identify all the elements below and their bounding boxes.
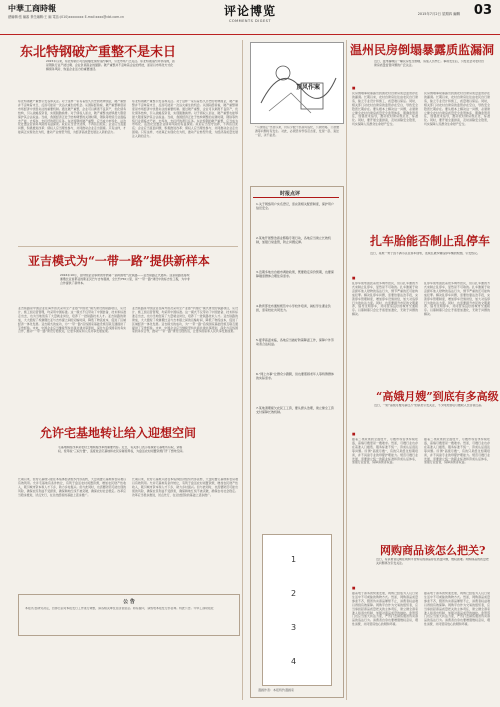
section-title: 评论博览 (223, 4, 276, 18)
body-4b: 民房倒塌事故暴露出我国农村自建房质量监管存在的漏洞。长期以来，农村自建房往往由农民自行建造，缺乏专业设计和施工，质量难以保证。同时，相关部门对农村自建房的监管存在空白，导致安全隐患长期存在。要从根本上解决这一问题，必须建立健全农村自建房质量安全监管体系，明确监管责任，加强技术指导，推动农村建房规范化、标准化。同时，要开展全面排查，及时消除安全隐患，切实保障人民群众生命财产安全。 (424, 92, 490, 127)
body-3b: 长期以来，农村宅基地只能在本集体经济组织内部流转，大量闲置宅基地和农房难以有效利用。允许宅基地有条件转让，有利于盘活农村闲置资源，增加农民财产性收入，吸引城市资本和人才下乡，助力乡村振兴。但与此同时，也需要防范可能出现的风险，确保农民利益不受损害，确保耕地红线不被突破，确保农村社会稳定。改革应当稳步推进，试点先行，在总结经验的基础上逐步推广。 (132, 478, 238, 497)
time-comment-title: 时报点评 (280, 191, 301, 197)
lede-7: 近日，有消费者反映在网购平台购买的商品存在质量问题，维权困难。网购商品的质量把关问题再次引发关注。 (376, 558, 489, 565)
time-item: 2.某地开展整治商业贿赂专项行动，各地应当建立长效机制，加强日常监管，防止问题反弹。 (256, 236, 331, 244)
section-marker (352, 432, 356, 436)
time-item: 7.某地清理拖欠农民工工资，要从源头治理，建立健全工资支付保障长效机制。 (256, 406, 334, 414)
divider (18, 246, 238, 247)
body-6b: 随着二孩政策的全面放开，月嫂市场需求持续旺盛，高端月嫂更是一嫂难求。然而，月嫂行业也存在着准入门槛低、服务标准不统一、资质认证混乱等问题。所谓“高级月嫂”，有的只是经过短期培训，并不具备专业的母婴护理能力。规范月嫂行业发展，需要建立统一的职业标准和资质认证体系，加强行业监管，保障消费者权益。 (424, 438, 490, 465)
lede-6: 近日，一则“高级月嫂月薪过万”的消息引发关注，不少网友感叹月嫂收入比白领还高。 (374, 404, 484, 407)
headline-4: 温州民房倒塌暴露质监漏洞 (350, 43, 495, 57)
time-item: 1.关于网络用户实名登记，需完善相关配套制度，保护用户信息安全。 (256, 202, 334, 210)
masthead (0, 0, 500, 35)
lede-3: 宅基地制度改革是农村土地制度改革的重要内容。近日，有关部门表示将探索宅基地所有权、资格权、使用权“三权分置”，适度放活宅基地和农民房屋使用权，为盘活农村闲置资源打开了想象空间。 (58, 446, 186, 453)
page-number: 03 (473, 3, 492, 18)
time-item: 4.教育部发布通知规范中小学校外培训，减轻学生课业负担，需家校社共同发力。 (256, 304, 331, 312)
bottom-caption: 漫画作者：本报特约漫画家 (258, 688, 295, 692)
section-header (200, 2, 300, 23)
notice-title: 公 告 (123, 599, 135, 605)
body-5a: 乱停车现象困扰着很多城市居民，但以扎车胎的方式来制止乱停车，显然是不可取的。扎车胎属于故意损坏他人财物的违法行为，情节严重的还可能构成犯罪。解决乱停车问题，需要依靠法治手段，完善停车管理制度，增加停车设施供给，加大对违停行为的执法力度。同时，也需要提升市民的文明素养，倡导文明停车，共同营造良好的城市交通秩序。以暴制暴只会让矛盾更加激化，无助于问题的解决。 (352, 282, 418, 317)
section-marker (352, 276, 356, 280)
body-2b: 亚吉铁路是中国企业在海外首次采用全产业链“中国化”模式建设的铁路项目，从设计、施工到运营管理，均采用中国标准。这一模式不仅带动了中国装备、技术和标准走出去，也为当地创造了大量就业岗位，培养了一批铁路技术人才。亚吉铁路的建成，大大缩短了埃塞俄比亚与吉布提之间的运输时间，降低了物流成本，促进了区域经济一体化发展。亚吉模式的成功，为“一带一路”沿线国家基础设施互联互通提供了宝贵经验。未来，中国企业应当继续坚持共商共建共享原则，深化与沿线国家的务实合作，推动“一带一路”建设行稳致远，让更多国家和人民共享发展成果。 (132, 307, 238, 334)
time-item: 6.“网上办事”让群众少跑腿，但也要照顾老年人等特殊群体的实际需求。 (256, 372, 334, 380)
cartoon-caption: “八项规定”出台以来，仍有少数干部顶风违纪，公款吃喝、公款旅游等问题时有发生。对此，必须坚持零容忍态度，发现一起、查处一起，决不姑息。 (255, 126, 339, 137)
notice-box (18, 594, 240, 636)
body-4a: 民房倒塌事故暴露出我国农村自建房质量监管存在的漏洞。长期以来，农村自建房往往由农民自行建造，缺乏专业设计和施工，质量难以保证。同时，相关部门对农村自建房的监管存在空白，导致安全隐患长期存在。要从根本上解决这一问题，必须建立健全农村自建房质量安全监管体系，明确监管责任，加强技术指导，推动农村建房规范化、标准化。同时，要开展全面排查，及时消除安全隐患，切实保障人民群众生命财产安全。 (352, 92, 418, 127)
body-2a: 亚吉铁路是中国企业在海外首次采用全产业链“中国化”模式建设的铁路项目，从设计、施工到运营管理，均采用中国标准。这一模式不仅带动了中国装备、技术和标准走出去，也为当地创造了大量就业岗位，培养了一批铁路技术人才。亚吉铁路的建成，大大缩短了埃塞俄比亚与吉布提之间的运输时间，降低了物流成本，促进了区域经济一体化发展。亚吉模式的成功，为“一带一路”沿线国家基础设施互联互通提供了宝贵经验。未来，中国企业应当继续坚持共商共建共享原则，深化与沿线国家的务实合作，推动“一带一路”建设行稳致远，让更多国家和人民共享发展成果。 (18, 307, 126, 334)
body-1b: 东北特钢破产重整引发各界关注。对于这样一家有着悠久历史的老牌国企，破产重整并不意味着末日，反而可能是一次浴火重生的机会。从国际经验看，破产重整制度是市场经济中优胜劣汰的重要机制。通过破产重整，企业可以剥离不良资产，优化债务结构，引入战略投资者，实现脱胎换骨。对于债权人而言，破产重整也能够最大限度保护其合法权益。当前，我国经济正处于结构调整的关键时期，钢铁等传统行业面临去产能、去库存、去杠杆的艰巨任务。东北特钢的破产重整，应当成为市场化、法治化处置企业债务风险的有益探索。政府应当坚守边界，不再盲目兜底；企业应当直面问题，积极推进改革；债权人应当理性参与，共同推动企业走出困境。只有这样，才能真正实现化危为机，推动产业转型升级，为经济高质量发展注入新的活力。 (132, 100, 238, 139)
body-6a: 随着二孩政策的全面放开，月嫂市场需求持续旺盛，高端月嫂更是一嫂难求。然而，月嫂行业也存在着准入门槛低、服务标准不统一、资质认证混乱等问题。所谓“高级月嫂”，有的只是经过短期培训，并不具备专业的母婴护理能力。规范月嫂行业发展，需要建立统一的职业标准和资质认证体系，加强行业监管，保障消费者权益。 (352, 438, 418, 465)
section-marker (352, 586, 356, 590)
body-7b: 随着电子商务的快速发展，网购已经成为人们日常生活中不可或缺的购物方式。然而，网购商品质量参差不齐，假冒伪劣商品屡禁不止，消费者权益难以得到有效保障。网购平台作为交易的组织者，应当承担起商品质量把关的主体责任，建立健全商家准入和退出机制，加强对商品质量的抽检。监管部门也应当加大执法力度，严厉打击销售假冒伪劣商品的违法行为。消费者自身也要增强维权意识，理性消费，共同营造放心的网购环境。 (424, 592, 490, 627)
cartoon-title: 顶风作案 (296, 84, 321, 91)
body-7a: 随着电子商务的快速发展，网购已经成为人们日常生活中不可或缺的购物方式。然而，网购商品质量参差不齐，假冒伪劣商品屡禁不止，消费者权益难以得到有效保障。网购平台作为交易的组织者，应当承担起商品质量把关的主体责任，建立健全商家准入和退出机制，加强对商品质量的抽检。监管部门也应当加大执法力度，严厉打击销售假冒伪劣商品的违法行为。消费者自身也要增强维权意识，理性消费，共同营造放心的网购环境。 (352, 592, 418, 627)
headline-7: 网购商品该怎么把关? (380, 544, 486, 557)
body-3a: 长期以来，农村宅基地只能在本集体经济组织内部流转，大量闲置宅基地和农房难以有效利用。允许宅基地有条件转让，有利于盘活农村闲置资源，增加农民财产性收入，吸引城市资本和人才下乡，助力乡村振兴。但与此同时，也需要防范可能出现的风险，确保农民利益不受损害，确保耕地红线不被突破，确保农村社会稳定。改革应当稳步推进，试点先行，在总结经验的基础上逐步推广。 (18, 478, 126, 497)
body-1a: 东北特钢破产重整引发各界关注。对于这样一家有着悠久历史的老牌国企，破产重整并不意味着末日，反而可能是一次浴火重生的机会。从国际经验看，破产重整制度是市场经济中优胜劣汰的重要机制。通过破产重整，企业可以剥离不良资产，优化债务结构，引入战略投资者，实现脱胎换骨。对于债权人而言，破产重整也能够最大限度保护其合法权益。当前，我国经济正处于结构调整的关键时期，钢铁等传统行业面临去产能、去库存、去杠杆的艰巨任务。东北特钢的破产重整，应当成为市场化、法治化处置企业债务风险的有益探索。政府应当坚守边界，不再盲目兜底；企业应当直面问题，积极推进改革；债权人应当理性参与，共同推动企业走出困境。只有这样，才能真正实现化危为机，推动产业转型升级，为经济高质量发展注入新的活力。 (18, 100, 126, 135)
number-2: 2 (291, 589, 297, 598)
issue-date: 2015年7月2日 星期四 編輯 (417, 12, 460, 16)
headline-2: 亚吉模式为“一带一路”提供新样本 (28, 254, 210, 268)
column-divider (242, 40, 243, 700)
headline-1: 东北特钢破产重整不是末日 (20, 45, 177, 60)
notice-text: 本报讯 经研究决定，自即日起对本报发行工作进行调整，请各相关单位及读者留意。如有疑问，请致电本报发行部咨询。特此公告。中华工商时报社 (25, 607, 214, 610)
headline-6: “高娥月嫂”到底有多高级 (376, 390, 499, 403)
number-panel (262, 534, 332, 686)
lede-4: 近日，温州鹿城区一幢民房发生倒塌，造成人员伤亡。事故发生后，引发社会对农村自建房质量监管问题的广泛关注。 (374, 60, 484, 67)
paper-name: 中華工商時報 (8, 3, 56, 13)
headline-3: 允许宅基地转让给入迎想空间 (40, 426, 197, 440)
number-3: 3 (291, 623, 297, 632)
time-item: 3.近期多地出台楼市调控政策，既要稳定房价预期，也要保障刚需群体合理住房需求。 (256, 270, 334, 278)
column-divider (346, 40, 347, 700)
time-item: 5.夏季高温来临，各地应当做好防暑降温工作，保障户外劳动者合法权益。 (256, 338, 334, 346)
lede-2: 2016年10月，由中国企业承建的非洲第一条跨国电气化铁路——亚吉铁路正式通车。这条铁路连接埃塞俄比亚首都亚的斯亚贝巴与吉布提港，全长约750公里，是“一带一路”建设中的标志性工程，为中非合作提供了新样本。 (60, 274, 190, 285)
section-marker (352, 86, 356, 90)
box-rule (253, 197, 339, 198)
headline-5: 扎车胎能否制止乱停车 (370, 234, 491, 248)
lede-5: 近日，某地一男子因不满小区乱停车现象，连续扎破多辆违停车辆的轮胎，引发热议。 (370, 252, 480, 255)
lede-1: 2015年以来，东北特钢公司连续爆发债券违约事件，引发市场广泛关注。东北特钢违约并非孤例，而是钢铁行业产能过剩、企业负债高企的缩影。破产重整并不意味着企业的终结，而是以市场化方式化解债务风险、恢复企业活力的重要途径。 (46, 60, 175, 71)
section-subtitle: COMMENTS DIGEST (228, 19, 272, 23)
number-1: 1 (291, 555, 297, 564)
body-5b: 乱停车现象困扰着很多城市居民，但以扎车胎的方式来制止乱停车，显然是不可取的。扎车胎属于故意损坏他人财物的违法行为，情节严重的还可能构成犯罪。解决乱停车问题，需要依靠法治手段，完善停车管理制度，增加停车设施供给，加大对违停行为的执法力度。同时，也需要提升市民的文明素养，倡导文明停车，共同营造良好的城市交通秩序。以暴制暴只会让矛盾更加激化，无助于问题的解决。 (424, 282, 490, 317)
number-4: 4 (291, 657, 297, 666)
masthead-sub: 總編輯:張 編審 責任編輯:王 編 電話:(010)xxxxxxxx E-mail:xxxx@cbt.com.cn (8, 15, 125, 19)
